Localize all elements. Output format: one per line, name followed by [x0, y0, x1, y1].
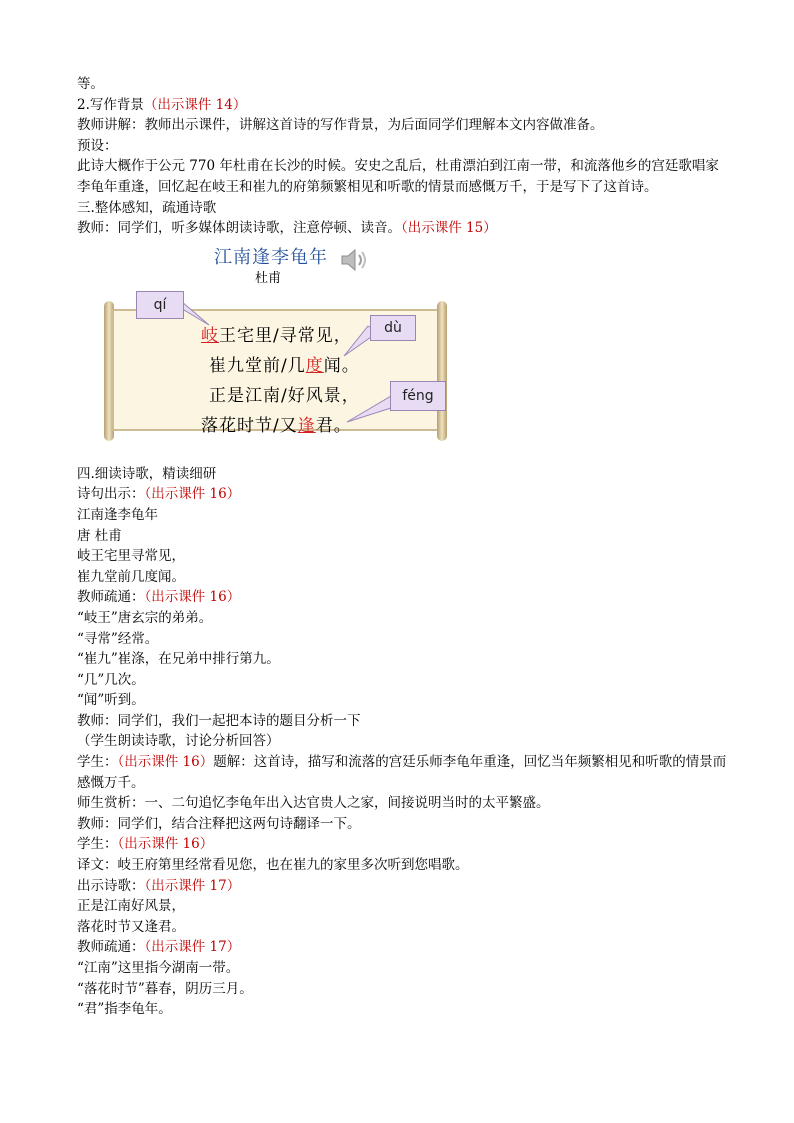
text-line: （学生朗读诗歌，讨论分析回答） [77, 733, 280, 750]
text-line: 诗句出示：（出示课件 16） [77, 486, 241, 503]
courseware-ref: （出示课件 15） [401, 220, 497, 237]
document-page [77, 74, 727, 1020]
text-line: 教师疏通：（出示课件 16） [77, 589, 241, 606]
poem-line-1: 岐王宅里/寻常见， [201, 325, 352, 346]
courseware-ref: （出示课件 16） [144, 589, 241, 606]
text-line: 教师：同学们，结合注释把这两句诗翻译一下。 [77, 815, 361, 832]
text-line: 教师讲解：教师出示课件，讲解这首诗的写作背景，为后面同学们理解本文内容做准备。 [77, 117, 604, 134]
slide-author: 杜甫 [255, 270, 282, 286]
text-line: “岐王”唐玄宗的弟弟。 [77, 609, 213, 626]
pinyin-bubble-feng: féng [390, 381, 446, 411]
courseware-ref: （出示课件 16） [117, 836, 214, 853]
poem-line-2: 崔九堂前/几度闻。 [209, 355, 360, 376]
text-line: 译文：岐王府第里经常看见您，也在崔九的家里多次听到您唱歌。 [77, 857, 469, 874]
text-line: 教师：同学们，我们一起把本诗的题目分析一下 [77, 712, 361, 729]
poem-line-4: 落花时节/又逢君。 [201, 415, 352, 436]
text-line: 教师：同学们，听多媒体朗读诗歌，注意停顿、读音。（出示课件 15） [77, 220, 497, 237]
slide-figure [77, 239, 727, 464]
poem-line-3: 正是江南/好风景， [209, 385, 360, 406]
text-line: 四.细读诗歌，精读细研 [77, 465, 217, 482]
text-line: 此诗大概作于公元 770 年杜甫在长沙的时候。安史之乱后，杜甫漂泊到江南一带，和流落他乡的宫廷歌唱家李龟年重逢，回忆起在岐王和崔九的府第频繁相见和听歌的情景而感慨万千，于是写下了这首诗。 [77, 158, 719, 195]
text-line: “崔九”崔涤，在兄弟中排行第九。 [77, 651, 280, 668]
text-line: 岐王宅里寻常见， [77, 548, 185, 565]
text-line: “寻常”经常。 [77, 630, 159, 647]
text-line: 三.整体感知，疏通诗歌 [77, 199, 217, 216]
text-line: 教师疏通：（出示课件 17） [77, 939, 241, 956]
text-block-bottom [77, 464, 727, 1020]
text-line: “君”指李龟年。 [77, 1001, 172, 1018]
text-line: 预设： [77, 137, 118, 154]
text-block-top [77, 74, 727, 239]
courseware-ref: （出示课件 16） [117, 754, 214, 771]
text-line: 学生：（出示课件 16）题解：这首诗，描写和流落的宫廷乐师李龟年重逢，回忆当年频繁相见和听歌的情景而感慨万千。 [77, 754, 727, 791]
text-line: 2.写作背景（出示课件 14） [77, 96, 247, 113]
text-line: “江南”这里指今湖南一带。 [77, 960, 240, 976]
pinyin-pointer-3 [345, 394, 395, 429]
text-line: 崔九堂前几度闻。 [77, 568, 185, 585]
text-line: 落花时节又逢君。 [77, 918, 185, 935]
slide-title: 江南逢李龟年 [214, 246, 328, 268]
courseware-ref: （出示课件 17） [144, 939, 241, 956]
text-line: 正是江南好风景， [77, 898, 185, 915]
text-line: 唐 杜甫 [77, 527, 122, 544]
text-line: “几”几次。 [77, 671, 145, 688]
scroll-rod-right [437, 301, 447, 441]
courseware-ref: （出示课件 17） [144, 877, 241, 894]
pinyin-bubble-qi: qí [136, 291, 184, 319]
text-line: “落花时节”暮春，阴历三月。 [77, 980, 253, 997]
text-line: 学生：（出示课件 16） [77, 836, 214, 853]
pinyin-bubble-du: dù [370, 315, 416, 341]
courseware-ref: （出示课件 14） [143, 96, 247, 113]
text-line: 江南逢李龟年 [77, 506, 158, 523]
text-line: 师生赏析：一、二句追忆李龟年出入达官贵人之家，间接说明当时的太平繁盛。 [77, 795, 550, 812]
text-line: 出示诗歌：（出示课件 17） [77, 877, 241, 894]
speaker-icon[interactable] [339, 245, 371, 275]
text-line: “闻”听到。 [77, 692, 145, 709]
text-line: 等。 [77, 76, 104, 92]
courseware-ref: （出示课件 16） [144, 486, 241, 503]
